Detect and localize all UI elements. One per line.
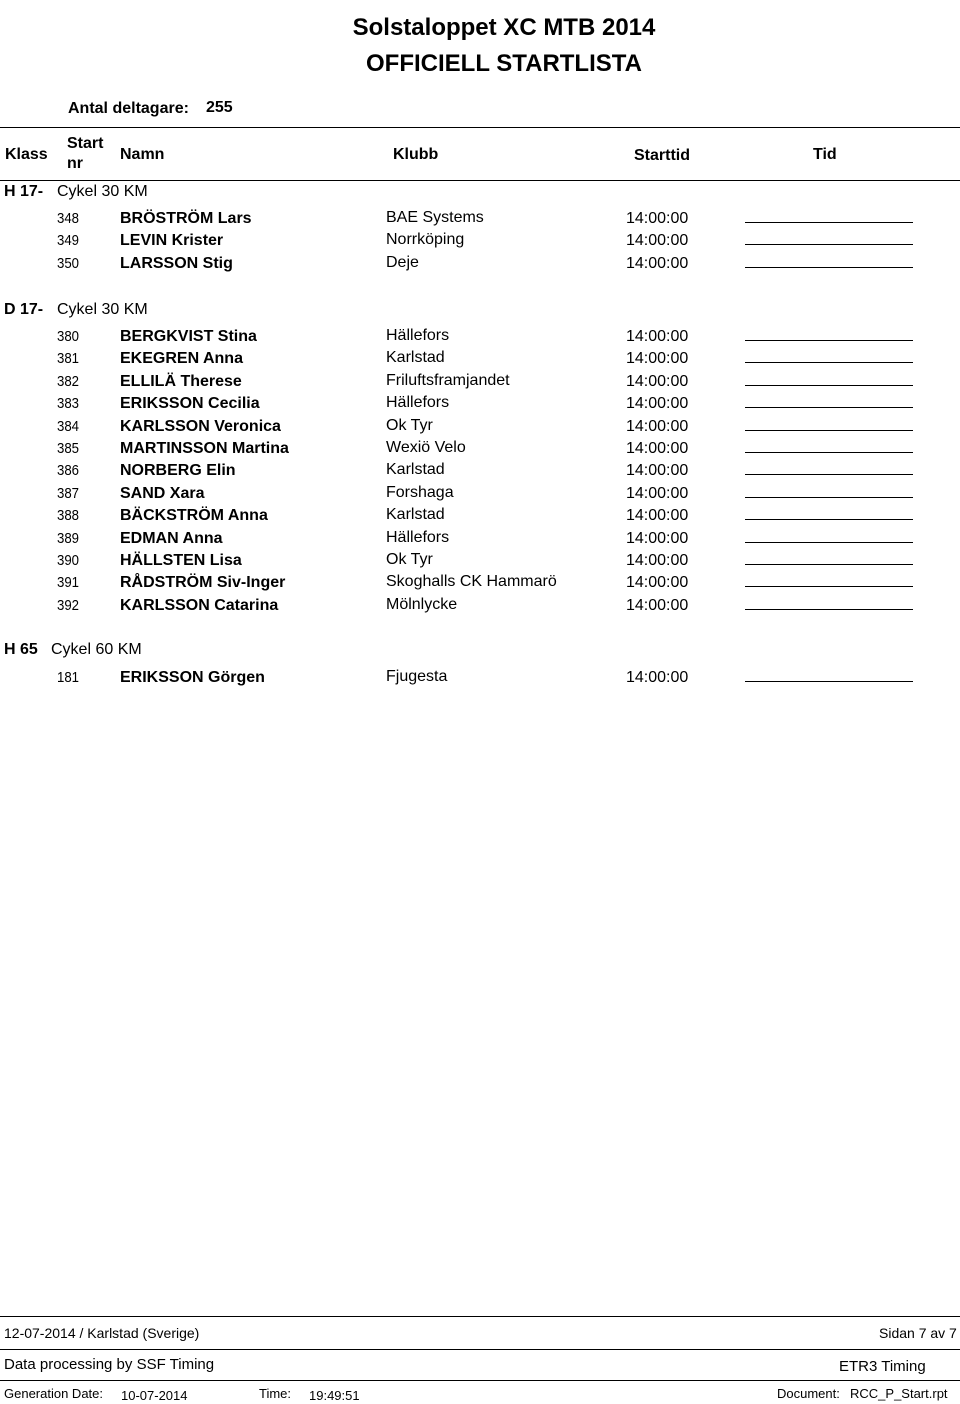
page-subtitle: OFFICIELL STARTLISTA [366, 50, 642, 77]
list-item [0, 395, 960, 417]
footer-rule-top [0, 1316, 960, 1317]
header-tid: Tid [813, 146, 837, 163]
start-number: 181 [57, 669, 80, 686]
finish-time-blank-line [745, 519, 913, 520]
start-number: 387 [57, 485, 80, 502]
start-number: 391 [57, 574, 80, 591]
rider-club: Forshaga [386, 484, 454, 501]
rider-name: BÄCKSTRÖM Anna [120, 507, 268, 524]
start-time: 14:00:00 [626, 574, 689, 591]
rider-club: Hällefors [386, 327, 450, 344]
header-klubb: Klubb [393, 146, 439, 163]
rider-name: BERGKVIST Stina [120, 328, 257, 345]
finish-time-blank-line [745, 407, 913, 408]
rider-name: EDMAN Anna [120, 530, 223, 547]
finish-time-blank-line [745, 362, 913, 363]
finish-time-blank-line [745, 681, 913, 682]
rider-club: Ok Tyr [386, 551, 433, 568]
footer-rule-mid [0, 1349, 960, 1350]
start-number: 349 [57, 232, 80, 249]
rider-name: LARSSON Stig [120, 255, 233, 272]
rider-name: NORBERG Elin [120, 462, 236, 479]
footer-timing: ETR3 Timing [839, 1358, 926, 1375]
start-time: 14:00:00 [626, 232, 689, 249]
header-top-rule [0, 127, 960, 128]
class-code: D 17- [4, 301, 44, 318]
class-code: H 65 [4, 641, 38, 658]
rider-name: KARLSSON Catarina [120, 597, 279, 614]
finish-time-blank-line [745, 340, 913, 341]
start-time: 14:00:00 [626, 552, 689, 569]
start-number: 392 [57, 597, 80, 614]
rider-name: ELLILÄ Therese [120, 373, 242, 390]
finish-time-blank-line [745, 586, 913, 587]
finish-time-blank-line [745, 385, 913, 386]
list-item [0, 328, 960, 350]
participants-count: 255 [206, 99, 233, 116]
start-time: 14:00:00 [626, 373, 689, 390]
start-time: 14:00:00 [626, 210, 689, 227]
finish-time-blank-line [745, 267, 913, 268]
rider-club: Mölnlycke [386, 596, 458, 613]
rider-club: Hällefors [386, 394, 450, 411]
rider-name: RÅDSTRÖM Siv-Inger [120, 574, 286, 591]
rider-club: Ok Tyr [386, 417, 433, 434]
list-item [0, 210, 960, 232]
rider-name: LEVIN Krister [120, 232, 224, 249]
rider-club: Norrköping [386, 231, 465, 248]
participants-label: Antal deltagare: [68, 100, 189, 117]
header-bottom-rule [0, 180, 960, 181]
class-code: H 17- [4, 183, 44, 200]
start-time: 14:00:00 [626, 350, 689, 367]
rider-name: KARLSSON Veronica [120, 418, 281, 435]
header-nr: nr [67, 155, 83, 172]
rider-club: Wexiö Velo [386, 439, 466, 456]
rider-name: SAND Xara [120, 485, 205, 502]
class-description: Cykel 30 KM [57, 301, 148, 318]
footer-gen-label: Generation Date: [4, 1386, 104, 1401]
list-item [0, 485, 960, 507]
start-time: 14:00:00 [626, 328, 689, 345]
list-item [0, 232, 960, 254]
finish-time-blank-line [745, 497, 913, 498]
rider-name: MARTINSSON Martina [120, 440, 289, 457]
start-time: 14:00:00 [626, 485, 689, 502]
rider-name: BRÖSTRÖM Lars [120, 210, 252, 227]
finish-time-blank-line [745, 222, 913, 223]
start-number: 380 [57, 328, 80, 345]
list-item [0, 462, 960, 484]
rider-name: HÄLLSTEN Lisa [120, 552, 242, 569]
list-item [0, 574, 960, 596]
finish-time-blank-line [745, 542, 913, 543]
start-number: 384 [57, 418, 80, 435]
finish-time-blank-line [745, 609, 913, 610]
list-item [0, 597, 960, 619]
rider-name: ERIKSSON Görgen [120, 669, 265, 686]
footer-doc-label: Document: [777, 1386, 840, 1401]
rider-name: EKEGREN Anna [120, 350, 243, 367]
start-time: 14:00:00 [626, 440, 689, 457]
footer-page: Sidan 7 av 7 [879, 1325, 957, 1341]
list-item [0, 373, 960, 395]
list-item [0, 255, 960, 277]
start-time: 14:00:00 [626, 597, 689, 614]
start-time: 14:00:00 [626, 530, 689, 547]
list-item [0, 350, 960, 372]
rider-club: Karlstad [386, 349, 445, 366]
footer-time-val: 19:49:51 [309, 1388, 360, 1403]
rider-club: BAE Systems [386, 209, 484, 226]
start-time: 14:00:00 [626, 669, 689, 686]
header-starttid: Starttid [634, 147, 690, 164]
finish-time-blank-line [745, 430, 913, 431]
page-title: Solstaloppet XC MTB 2014 [352, 14, 656, 41]
start-time: 14:00:00 [626, 418, 689, 435]
start-number: 350 [57, 255, 80, 272]
class-description: Cykel 30 KM [57, 183, 148, 200]
rider-club: Fjugesta [386, 668, 448, 685]
list-item [0, 669, 960, 691]
start-time: 14:00:00 [626, 255, 689, 272]
start-number: 386 [57, 462, 80, 479]
start-number: 389 [57, 530, 80, 547]
footer-processing: Data processing by SSF Timing [4, 1356, 215, 1373]
rider-club: Deje [386, 254, 419, 271]
footer-date-place: 12-07-2014 / Karlstad (Sverige) [4, 1325, 200, 1341]
footer-gen-date: 10-07-2014 [121, 1388, 188, 1403]
header-klass: Klass [5, 146, 48, 163]
list-item [0, 418, 960, 440]
start-number: 390 [57, 552, 80, 569]
list-item [0, 552, 960, 574]
start-time: 14:00:00 [626, 462, 689, 479]
finish-time-blank-line [745, 474, 913, 475]
rider-club: Hällefors [386, 529, 450, 546]
finish-time-blank-line [745, 564, 913, 565]
start-time: 14:00:00 [626, 507, 689, 524]
rider-club: Karlstad [386, 506, 445, 523]
rider-club: Skoghalls CK Hammarö [386, 573, 557, 590]
list-item [0, 530, 960, 552]
finish-time-blank-line [745, 452, 913, 453]
finish-time-blank-line [745, 244, 913, 245]
start-number: 388 [57, 507, 80, 524]
header-namn: Namn [120, 146, 165, 163]
footer-rule-bottom [0, 1380, 960, 1381]
rider-club: Karlstad [386, 461, 445, 478]
start-number: 348 [57, 210, 80, 227]
footer-time-label: Time: [259, 1386, 292, 1401]
rider-name: ERIKSSON Cecilia [120, 395, 260, 412]
start-number: 383 [57, 395, 80, 412]
list-item [0, 507, 960, 529]
start-number: 381 [57, 350, 80, 367]
header-start: Start [67, 135, 104, 152]
rider-club: Friluftsframjandet [386, 372, 510, 389]
list-item [0, 440, 960, 462]
start-number: 382 [57, 373, 80, 390]
start-number: 385 [57, 440, 80, 457]
start-time: 14:00:00 [626, 395, 689, 412]
footer-doc-val: RCC_P_Start.rpt [850, 1386, 948, 1401]
class-description: Cykel 60 KM [51, 641, 142, 658]
